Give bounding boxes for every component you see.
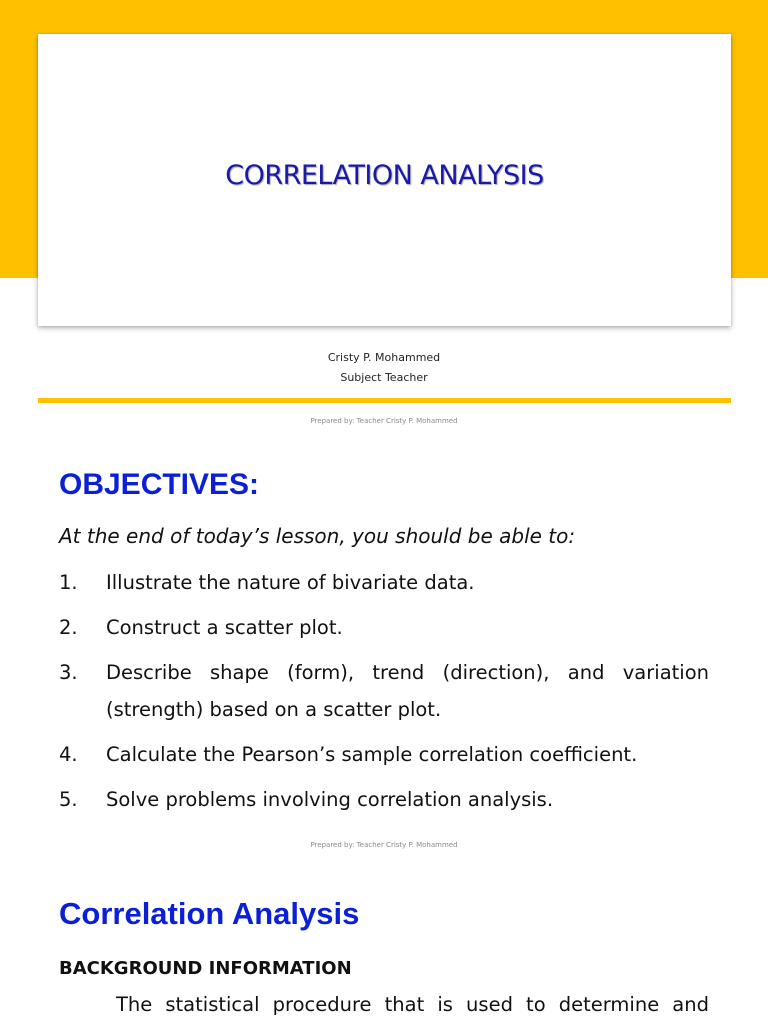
objective-text: Describe shape (form), trend (direction), and variation (strength) based on a scatter plot. [106, 661, 709, 721]
objective-item [59, 736, 709, 773]
slide-divider [38, 398, 731, 403]
objective-number: 4. [59, 743, 78, 766]
objective-item [59, 609, 709, 646]
correlation-analysis-heading: Correlation Analysis [59, 896, 360, 931]
objective-item [59, 654, 709, 728]
slide-footer-2: Prepared by: Teacher Cristy P. Mohammed [310, 841, 458, 849]
objective-number: 1. [59, 571, 78, 594]
objective-text: Solve problems involving correlation analysis. [106, 788, 554, 811]
background-paragraph: The statistical procedure that is used to determine and [116, 993, 709, 1016]
title-card [38, 34, 731, 326]
objective-number: 5. [59, 788, 78, 811]
slide-title: CORRELATION ANALYSIS [225, 159, 544, 191]
objective-text: Construct a scatter plot. [106, 616, 343, 639]
background-subheading: BACKGROUND INFORMATION [59, 958, 352, 979]
author-role: Subject Teacher [340, 371, 428, 384]
slide-footer-1: Prepared by: Teacher Cristy P. Mohammed [310, 417, 458, 425]
objective-number: 3. [59, 661, 78, 684]
objectives-heading: OBJECTIVES: [59, 468, 260, 501]
objective-item [59, 781, 709, 818]
objective-text: Illustrate the nature of bivariate data. [106, 571, 475, 594]
objective-text: Calculate the Pearson’s sample correlation coefficient. [106, 743, 638, 766]
author-name: Cristy P. Mohammed [327, 351, 441, 364]
objective-number: 2. [59, 616, 78, 639]
objectives-intro: At the end of today’s lesson, you should be able to: [59, 524, 576, 548]
objective-item [59, 564, 709, 601]
